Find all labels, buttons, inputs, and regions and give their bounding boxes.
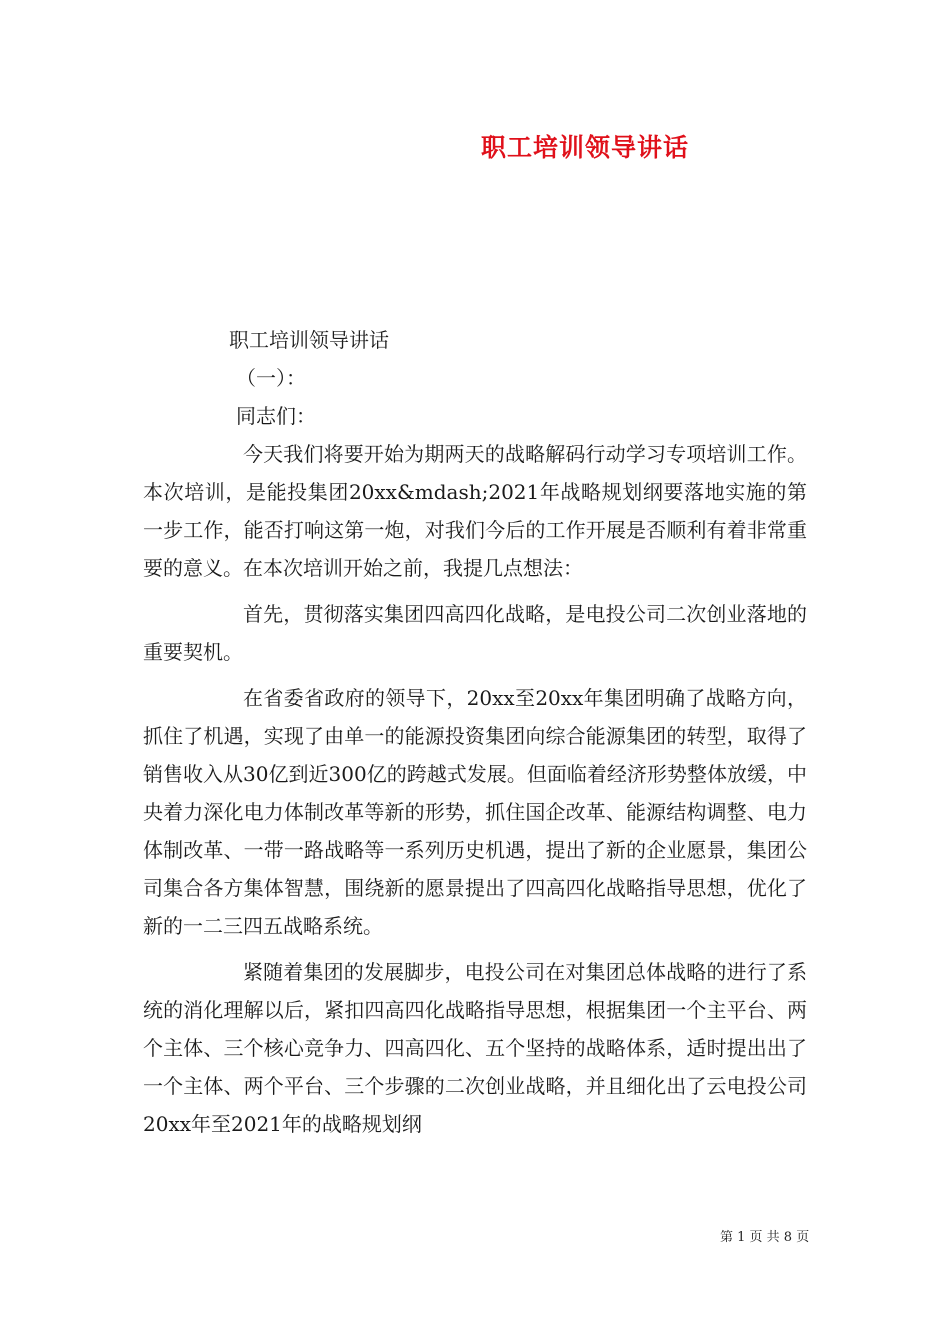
paragraph-2: 首先，贯彻落实集团四高四化战略，是电投公司二次创业落地的重要契机。 bbox=[143, 602, 807, 664]
body-heading: 职工培训领导讲话 bbox=[229, 328, 389, 352]
document-body bbox=[143, 321, 807, 1151]
salutation: 同志们： bbox=[236, 404, 316, 428]
paragraph-3: 在省委省政府的领导下，20xx至20xx年集团明确了战略方向，抓住了机遇，实现了由单一的能源投资集团向综合能源集团的转型，取得了销售收入从30亿到近300亿的跨越式发展。但面临着经济形势整体放缓，中央着力深化电力体制改革等新的形势，抓住国企改革、能源结构调整、电力体制改革、一带一路战略等一系列历史机遇，提出了新的企业愿景，集团公司集合各方集体智慧，围绕新的愿景提出了四高四化战略指导思想，优化了新的一二三四五战略系统。 bbox=[143, 686, 807, 938]
document-title: 职工培训领导讲话 bbox=[480, 133, 689, 162]
paragraph-1: 今天我们将要开始为期两天的战略解码行动学习专项培训工作。本次培训，是能投集团20xx&mdash;2021年战略规划纲要落地实施的第一步工作，能否打响这第一炮，对我们今后的工作开展是否顺利有着非常重要的意义。在本次培训开始之前，我提几点想法： bbox=[143, 442, 807, 580]
paragraph-4: 紧随着集团的发展脚步，电投公司在对集团总体战略的进行了系统的消化理解以后，紧扣四高四化战略指导思想，根据集团一个主平台、两个主体、三个核心竞争力、四高四化、五个坚持的战略体系，适时提出出了一个主体、两个平台、三个步骤的二次创业战略，并且细化出了云电投公司20xx年至2021年的战略规划纲 bbox=[143, 960, 807, 1136]
page-indicator: 第 1 页 共 8 页 bbox=[720, 1230, 810, 1245]
section-marker: （一）： bbox=[236, 366, 306, 390]
